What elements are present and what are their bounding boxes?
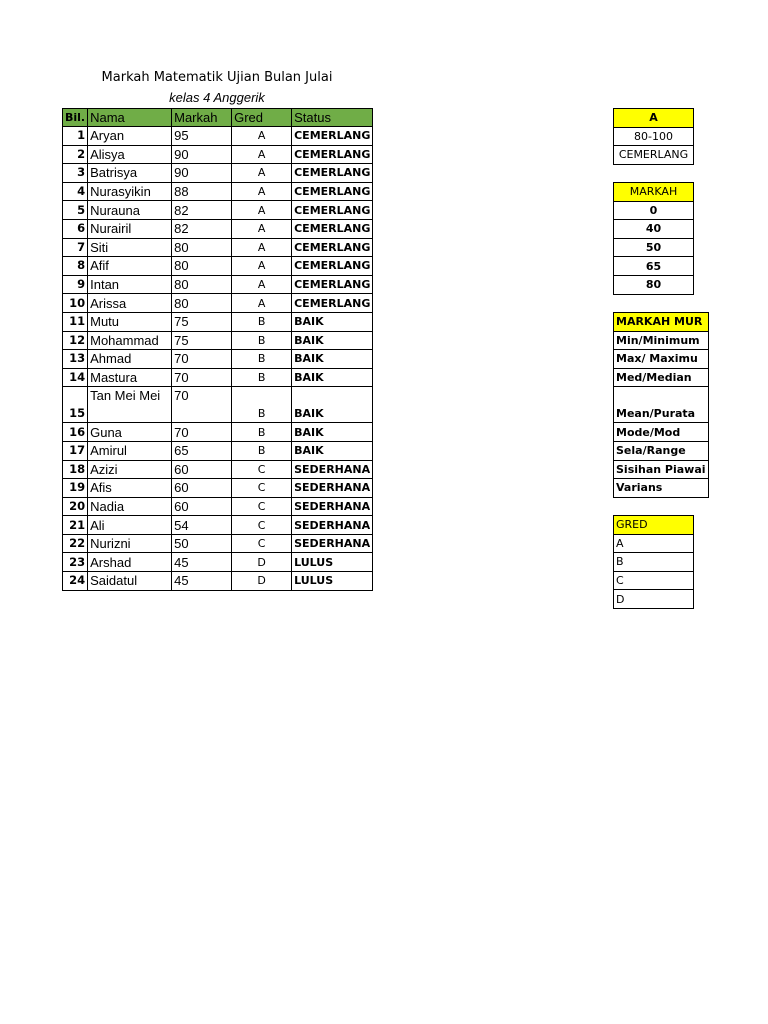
row-status[interactable]: SEDERHANA [292,516,373,535]
row-status[interactable]: CEMERLANG [292,182,373,201]
stats-label[interactable]: Mode/Mod [614,423,709,442]
row-status[interactable]: BAIK [292,312,373,331]
row-status[interactable]: CEMERLANG [292,201,373,220]
row-name[interactable]: Mastura [88,368,172,387]
row-number[interactable]: 10 [63,294,88,313]
row-markah[interactable]: 88 [172,182,232,201]
table-body [63,127,373,591]
row-markah[interactable]: 45 [172,572,232,591]
gred-item[interactable]: C [614,571,694,590]
gred-item[interactable]: B [614,553,694,572]
row-number[interactable]: 9 [63,275,88,294]
table-row [63,423,373,442]
row-number[interactable]: 18 [63,460,88,479]
row-name[interactable]: Saidatul [88,572,172,591]
row-name[interactable]: Azizi [88,460,172,479]
row-status[interactable]: CEMERLANG [292,294,373,313]
row-markah[interactable]: 80 [172,275,232,294]
markah-value[interactable]: 50 [614,238,694,257]
row-status[interactable]: BAIK [292,387,373,423]
row-name[interactable]: Nurizni [88,534,172,553]
row-number[interactable]: 1 [63,127,88,146]
row-markah[interactable]: 45 [172,553,232,572]
stats-label[interactable]: Sisihan Piawai [614,460,709,479]
table-row [63,127,373,146]
row-number[interactable]: 7 [63,238,88,257]
table-row [63,572,373,591]
row-markah[interactable]: 70 [172,350,232,369]
table-row [63,460,373,479]
row-markah[interactable]: 60 [172,497,232,516]
row-gred[interactable]: A [232,219,292,238]
row-status[interactable]: CEMERLANG [292,257,373,276]
row-name[interactable]: Ahmad [88,350,172,369]
row-name[interactable]: Aryan [88,127,172,146]
row-number[interactable]: 3 [63,164,88,183]
table-row [63,238,373,257]
row-markah[interactable]: 90 [172,164,232,183]
row-gred[interactable]: A [232,127,292,146]
row-status[interactable]: LULUS [292,553,373,572]
row-number[interactable]: 17 [63,441,88,460]
row-gred[interactable]: A [232,257,292,276]
markah-value[interactable]: 80 [614,275,694,294]
marks-table [62,108,373,591]
row-gred[interactable]: D [232,553,292,572]
row-gred[interactable]: A [232,145,292,164]
row-gred[interactable]: A [232,275,292,294]
row-number[interactable]: 5 [63,201,88,220]
row-number[interactable]: 2 [63,145,88,164]
row-gred[interactable]: B [232,312,292,331]
stats-header[interactable]: MARKAH MUR [614,313,709,332]
row-gred[interactable]: C [232,516,292,535]
row-markah[interactable]: 54 [172,516,232,535]
table-header-row [63,109,373,127]
row-name[interactable]: Afis [88,479,172,498]
row-gred[interactable]: D [232,572,292,591]
row-number[interactable]: 14 [63,368,88,387]
table-row [63,257,373,276]
header-gred[interactable]: Gred [232,109,292,127]
sheet-title: Markah Matematik Ujian Bulan Julai [101,70,333,85]
row-gred[interactable]: B [232,331,292,350]
table-row [63,201,373,220]
row-gred[interactable]: A [232,164,292,183]
table-row [63,516,373,535]
row-number[interactable]: 11 [63,312,88,331]
row-markah[interactable]: 70 [172,423,232,442]
stats-label[interactable]: Max/ Maximu [614,350,709,369]
row-markah[interactable]: 60 [172,479,232,498]
row-name[interactable]: Nurairil [88,219,172,238]
row-name[interactable]: Alisya [88,145,172,164]
row-name[interactable]: Nurasyikin [88,182,172,201]
row-gred[interactable]: B [232,368,292,387]
stats-label[interactable]: Med/Median [614,368,709,387]
stats-label[interactable]: Min/Minimum [614,331,709,350]
row-gred[interactable]: B [232,423,292,442]
row-markah[interactable]: 65 [172,441,232,460]
table-row [63,164,373,183]
row-markah[interactable]: 75 [172,331,232,350]
row-name[interactable]: Tan Mei Mei [88,387,172,423]
row-status[interactable]: LULUS [292,572,373,591]
table-row [63,553,373,572]
stats-label[interactable]: Mean/Purata [614,387,709,423]
row-status[interactable]: CEMERLANG [292,275,373,294]
row-status[interactable]: BAIK [292,368,373,387]
row-markah[interactable]: 70 [172,387,232,423]
table-row [63,275,373,294]
row-name[interactable]: Arshad [88,553,172,572]
row-number[interactable]: 12 [63,331,88,350]
table-row [63,182,373,201]
row-markah[interactable]: 80 [172,294,232,313]
row-name[interactable]: Nurauna [88,201,172,220]
row-name[interactable]: Afif [88,257,172,276]
row-markah[interactable]: 95 [172,127,232,146]
sheet-subtitle: kelas 4 Anggerik [169,90,265,105]
stats-label[interactable]: Varians [614,479,709,498]
row-markah[interactable]: 60 [172,460,232,479]
row-number[interactable]: 15 [63,387,88,423]
row-status[interactable]: BAIK [292,350,373,369]
row-gred[interactable]: C [232,534,292,553]
row-number[interactable]: 13 [63,350,88,369]
row-name[interactable]: Mutu [88,312,172,331]
row-gred[interactable]: C [232,479,292,498]
row-status[interactable]: BAIK [292,331,373,350]
table-row [63,497,373,516]
row-number[interactable]: 22 [63,534,88,553]
gred-item[interactable]: D [614,590,694,609]
row-name[interactable]: Guna [88,423,172,442]
row-status[interactable]: CEMERLANG [292,127,373,146]
row-status[interactable]: CEMERLANG [292,164,373,183]
grade-a-box [613,108,694,165]
row-number[interactable]: 16 [63,423,88,442]
row-status[interactable]: CEMERLANG [292,219,373,238]
row-name[interactable]: Ali [88,516,172,535]
header-bil[interactable]: Bil. [63,109,88,127]
row-name[interactable]: Siti [88,238,172,257]
row-gred[interactable]: A [232,294,292,313]
table-row [63,331,373,350]
table-row [63,479,373,498]
row-number[interactable]: 4 [63,182,88,201]
row-gred[interactable]: A [232,238,292,257]
row-status[interactable]: BAIK [292,441,373,460]
row-gred[interactable]: C [232,460,292,479]
row-number[interactable]: 21 [63,516,88,535]
row-status[interactable]: SEDERHANA [292,534,373,553]
row-gred[interactable]: A [232,201,292,220]
row-number[interactable]: 8 [63,257,88,276]
table-row [63,368,373,387]
markah-value[interactable]: 65 [614,257,694,276]
row-status[interactable]: SEDERHANA [292,497,373,516]
table-row [63,145,373,164]
row-number[interactable]: 23 [63,553,88,572]
row-number[interactable]: 20 [63,497,88,516]
header-status[interactable]: Status [292,109,373,127]
row-gred[interactable]: A [232,182,292,201]
header-nama[interactable]: Nama [88,109,172,127]
row-status[interactable]: SEDERHANA [292,460,373,479]
row-status[interactable]: BAIK [292,423,373,442]
markah-value[interactable]: 40 [614,220,694,239]
row-status[interactable]: SEDERHANA [292,479,373,498]
row-name[interactable]: Arissa [88,294,172,313]
table-row [63,294,373,313]
row-markah[interactable]: 82 [172,201,232,220]
row-gred[interactable]: B [232,441,292,460]
row-gred[interactable]: B [232,350,292,369]
markah-box [613,182,694,295]
row-number[interactable]: 6 [63,219,88,238]
row-name[interactable]: Nadia [88,497,172,516]
grade-a-status[interactable]: CEMERLANG [614,146,694,165]
row-gred[interactable]: C [232,497,292,516]
gred-item[interactable]: A [614,534,694,553]
row-name[interactable]: Batrisya [88,164,172,183]
row-status[interactable]: CEMERLANG [292,145,373,164]
table-row [63,534,373,553]
header-markah[interactable]: Markah [172,109,232,127]
gred-box [613,515,694,609]
row-gred[interactable]: B [232,387,292,423]
table-row [63,387,373,423]
table-row [63,350,373,369]
stats-label[interactable]: Sela/Range [614,441,709,460]
table-row [63,219,373,238]
grade-a-range[interactable]: 80-100 [614,127,694,146]
row-status[interactable]: CEMERLANG [292,238,373,257]
row-markah[interactable]: 80 [172,238,232,257]
row-markah[interactable]: 70 [172,368,232,387]
row-markah[interactable]: 82 [172,219,232,238]
gred-header[interactable]: GRED [614,516,694,535]
table-row [63,441,373,460]
grade-a-header[interactable]: A [614,109,694,128]
stats-box [613,312,709,498]
row-name[interactable]: Mohammad [88,331,172,350]
row-markah[interactable]: 75 [172,312,232,331]
row-markah[interactable]: 50 [172,534,232,553]
row-name[interactable]: Intan [88,275,172,294]
markah-value[interactable]: 0 [614,201,694,220]
row-number[interactable]: 19 [63,479,88,498]
row-markah[interactable]: 80 [172,257,232,276]
row-markah[interactable]: 90 [172,145,232,164]
row-number[interactable]: 24 [63,572,88,591]
markah-header[interactable]: MARKAH [614,183,694,202]
row-name[interactable]: Amirul [88,441,172,460]
table-row [63,312,373,331]
